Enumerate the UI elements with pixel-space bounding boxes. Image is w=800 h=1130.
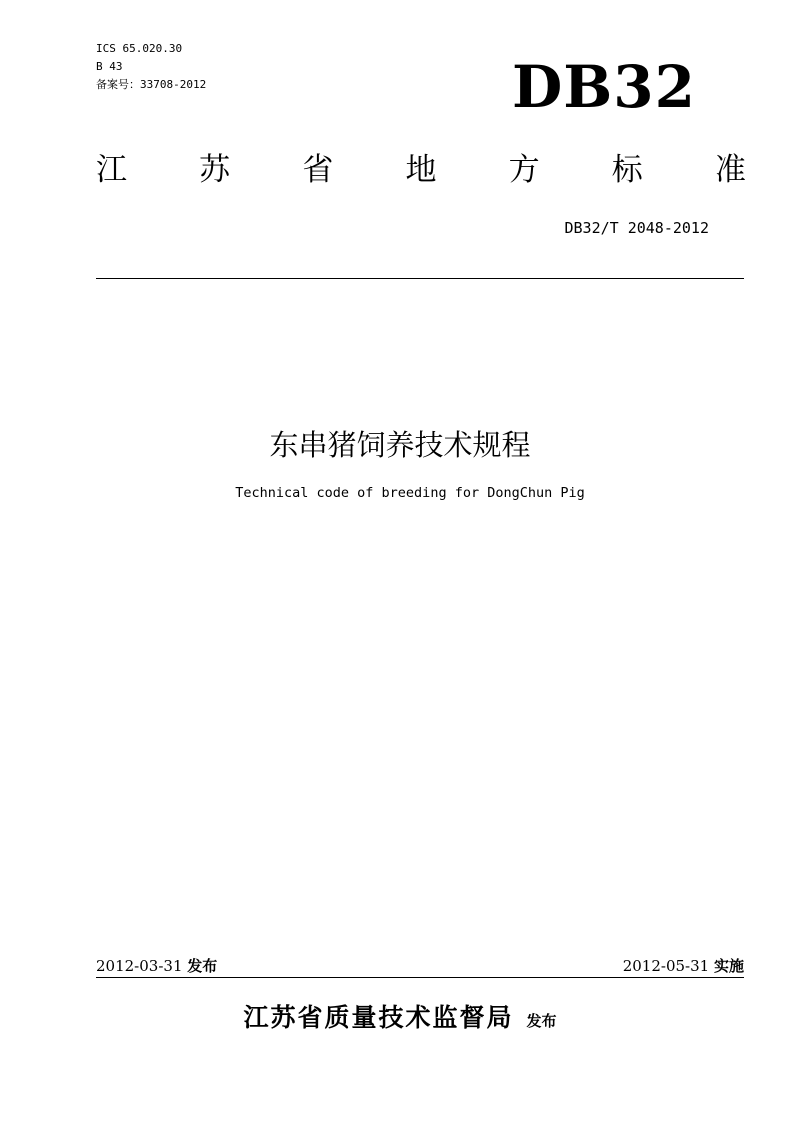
publisher-line [0, 998, 800, 1041]
issue-label: 发布 [187, 957, 218, 975]
standard-type-heading [96, 148, 746, 192]
standard-code-logo: DB32 [511, 53, 696, 121]
issue-date-line [96, 956, 217, 976]
publisher-organization: 江苏省质量技术监督局 [243, 1003, 514, 1032]
classification-code: B 43 [96, 60, 123, 73]
document-metadata [96, 40, 206, 94]
publisher-label: 发布 [526, 1012, 557, 1030]
ics-code: ICS 65.020.30 [96, 42, 183, 55]
standard-type-char: 准 [714, 152, 746, 188]
implement-date-line [623, 956, 744, 976]
bottom-divider [96, 977, 744, 978]
top-divider [96, 278, 744, 279]
standard-type-char: 苏 [199, 152, 231, 188]
document-title-chinese: 东串猪饲养技术规程 [269, 428, 531, 462]
standard-number: DB32/T 2048-2012 [564, 219, 709, 237]
standard-type-char: 标 [611, 152, 643, 188]
implement-label: 实施 [713, 957, 744, 975]
standard-type-char: 江 [96, 152, 127, 188]
implement-date: 2012-05-31 [622, 957, 710, 975]
standard-type-char: 方 [508, 152, 540, 188]
document-title-english: Technical code of breeding for DongChun Pig [235, 485, 585, 501]
standard-type-char: 省 [302, 152, 334, 188]
standard-type-char: 地 [405, 152, 437, 188]
issue-date: 2012-03-31 [96, 957, 183, 975]
filing-number: 备案号：33708-2012 [96, 78, 207, 91]
